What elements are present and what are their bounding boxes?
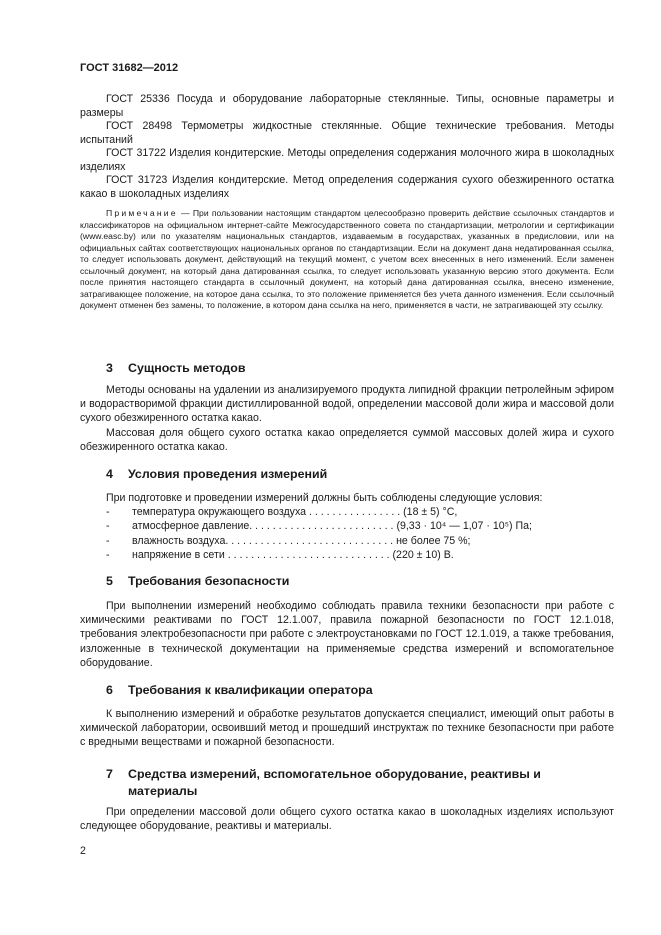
- section-5-heading: [106, 574, 289, 588]
- section-title: Средства измерений, вспомогательное оборудование, реактивы и: [128, 767, 541, 781]
- references-list: [80, 93, 614, 201]
- condition-item: [80, 534, 614, 548]
- conditions-list: [80, 491, 614, 562]
- paragraph: При выполнении измерений необходимо соблюдать правила техники безопасности при работе с химическими реактивами по ГОСТ 12.1.007, правила пожарной безопасности по ГОСТ 12.1.018, требования электробезопасности при работе с электроустановками по ГОСТ 12.1.019, а также требования, изложенные в технической документации на применяемые средства измерений и вспомогательное оборудование.: [80, 600, 614, 669]
- section-number: 7: [106, 767, 113, 781]
- reference-item: ГОСТ 28498 Термометры жидкостные стеклянные. Общие технические требования. Методы испытаний: [80, 120, 614, 146]
- note-text: — При пользовании настоящим стандартом целесообразно проверить действие ссылочных стандартов и классификаторов на официальном интернет-сайте Межгосударственного совета по стандартизации, метрологии и сертификации (www.easc.by) или по указателям национальных стандартов, издаваемым в государствах, указанных в предисловии, или на официальных сайтах соответствующих национальных органов по стандартизации. Если на документ дана недатированная ссылка, то следует использовать документ, действующий на текущий момент, с учетом всех внесенных в него изменений. Если заменен ссылочный документ, на который дана датированная ссылка, то следует использовать указанную версию этого документа. Если после принятия настоящего стандарта в ссылочный документ, на который дана датированная ссылка, внесено изменение, затрагивающее положение, на которое дана ссылка, то это положение применяется без учета данного изменения. Если ссылочный документ отменен без замены, то положение, в котором дана ссылка на него, применяется в части, не затрагивающей эту ссылку.: [80, 208, 614, 310]
- reference-item: ГОСТ 31723 Изделия кондитерские. Метод определения содержания сухого обезжиренного остатка какао в шоколадных изделиях: [80, 174, 614, 200]
- section-4-heading: [106, 467, 327, 481]
- section-5-body: [80, 599, 614, 670]
- note-label: Примечание: [106, 208, 178, 218]
- condition-label: температура окружающего воздуха . . . . . . . . . . . . . . . .: [132, 506, 401, 519]
- paragraph: Массовая доля общего сухого остатка какао определяется суммой массовых долей жира и сухого обезжиренного остатка какао.: [80, 426, 614, 453]
- list-dash: -: [106, 506, 110, 519]
- page-number: 2: [80, 845, 86, 857]
- condition-label: атмосферное давление. . . . . . . . . . . . . . . . . . . . . . . . .: [132, 520, 394, 533]
- reference-item: ГОСТ 25336 Посуда и оборудование лабораторные стеклянные. Типы, основные параметры и размеры: [80, 93, 614, 119]
- condition-value: не более 75 %;: [396, 534, 471, 547]
- paragraph: При определении массовой доли общего сухого остатка какао в шоколадных изделиях используют следующее оборудование, реактивы и материалы.: [80, 806, 614, 833]
- condition-label: влажность воздуха. . . . . . . . . . . . . . . . . . . . . . . . . . . . .: [132, 534, 394, 547]
- condition-item: [80, 519, 614, 533]
- section-title: Условия проведения измерений: [128, 467, 328, 481]
- section-6-body: [80, 707, 614, 750]
- condition-value: (220 ± 10) В.: [392, 548, 454, 561]
- condition-item: [80, 548, 614, 562]
- condition-item: [80, 505, 614, 519]
- paragraph: Методы основаны на удалении из анализируемого продукта липидной фракции петролейным эфиром и водорастворимой фракции дистиллированной водой, определении массовой доли жира и массовой доли сухого обезжиренного остатка какао.: [80, 384, 614, 425]
- section-number: 3: [106, 361, 113, 375]
- section-title: Требования безопасности: [128, 574, 290, 588]
- section-number: 4: [106, 467, 113, 481]
- section-3-body: [80, 383, 614, 454]
- paragraph: К выполнению измерений и обработке результатов допускается специалист, имеющий опыт работы в химической лаборатории, освоивший метод и прошедший инструктаж по технике безопасности при работе с вредными веществами и пожарной безопасности.: [80, 708, 614, 749]
- section-number: 5: [106, 574, 113, 588]
- list-dash: -: [106, 534, 110, 547]
- section-6-heading: [106, 683, 373, 697]
- document-header: ГОСТ 31682—2012: [80, 62, 179, 74]
- condition-label: напряжение в сети . . . . . . . . . . . . . . . . . . . . . . . . . . . .: [132, 548, 390, 561]
- note-paragraph: [80, 208, 614, 312]
- list-dash: -: [106, 520, 110, 533]
- section-7-heading: [106, 766, 541, 800]
- section-3-heading: [106, 361, 245, 375]
- list-dash: -: [106, 548, 110, 561]
- section-7-body: [80, 805, 614, 833]
- reference-item: ГОСТ 31722 Изделия кондитерские. Методы определения содержания молочного жира в шоколадных изделиях: [80, 147, 614, 173]
- condition-value: (9,33 · 10⁴ — 1,07 · 10⁵) Па;: [396, 520, 532, 533]
- section-title-cont: материалы: [128, 784, 198, 798]
- condition-value: (18 ± 5) °С,: [403, 506, 458, 519]
- section-number: 6: [106, 683, 113, 697]
- conditions-intro: При подготовке и проведении измерений должны быть соблюдены следующие условия:: [106, 492, 543, 504]
- section-title: Требования к квалификации оператора: [128, 683, 373, 697]
- section-title: Сущность методов: [128, 361, 246, 375]
